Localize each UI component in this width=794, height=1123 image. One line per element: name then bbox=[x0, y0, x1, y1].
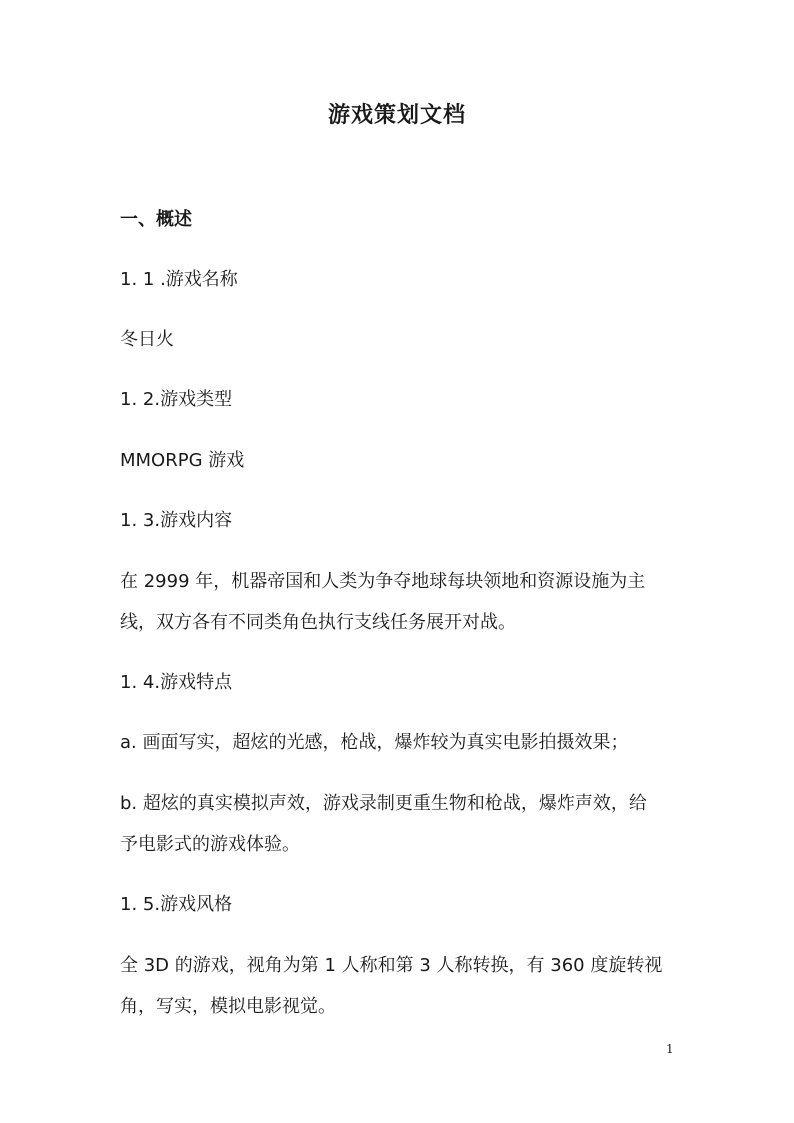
document-title: 游戏策划文档 bbox=[327, 102, 466, 128]
feature-b-line-1: b. 超炫的真实模拟声效，游戏录制更重生物和枪战，爆炸声效，给 bbox=[120, 793, 647, 814]
content-paragraph-line-1: 在 2999 年，机器帝国和人类为争夺地球每块领地和资源设施为主 bbox=[120, 571, 646, 592]
style-paragraph-line-2: 角，写实，模拟电影视觉。 bbox=[120, 996, 336, 1017]
game-name-text: 冬日火 bbox=[120, 329, 174, 350]
style-paragraph-line-1: 全 3D 的游戏，视角为第 1 人称和第 3 人称转换，有 360 度旋转视 bbox=[120, 955, 663, 976]
subheading-game-name: 1. 1 .游戏名称 bbox=[120, 269, 238, 290]
page-number: 1 bbox=[666, 1042, 674, 1056]
game-type-text: MMORPG 游戏 bbox=[120, 450, 245, 471]
subheading-game-style: 1. 5.游戏风格 bbox=[120, 894, 233, 915]
subheading-game-features: 1. 4.游戏特点 bbox=[120, 672, 233, 693]
section-heading-overview: 一、概述 bbox=[120, 209, 192, 230]
content-paragraph-line-2: 线，双方各有不同类角色执行支线任务展开对战。 bbox=[120, 612, 516, 633]
subheading-game-content: 1. 3.游戏内容 bbox=[120, 510, 233, 531]
feature-a-text: a. 画面写实，超炫的光感，枪战，爆炸较为真实电影拍摄效果； bbox=[120, 732, 629, 753]
subheading-game-type: 1. 2.游戏类型 bbox=[120, 389, 233, 410]
feature-b-line-2: 予电影式的游戏体验。 bbox=[120, 834, 300, 855]
